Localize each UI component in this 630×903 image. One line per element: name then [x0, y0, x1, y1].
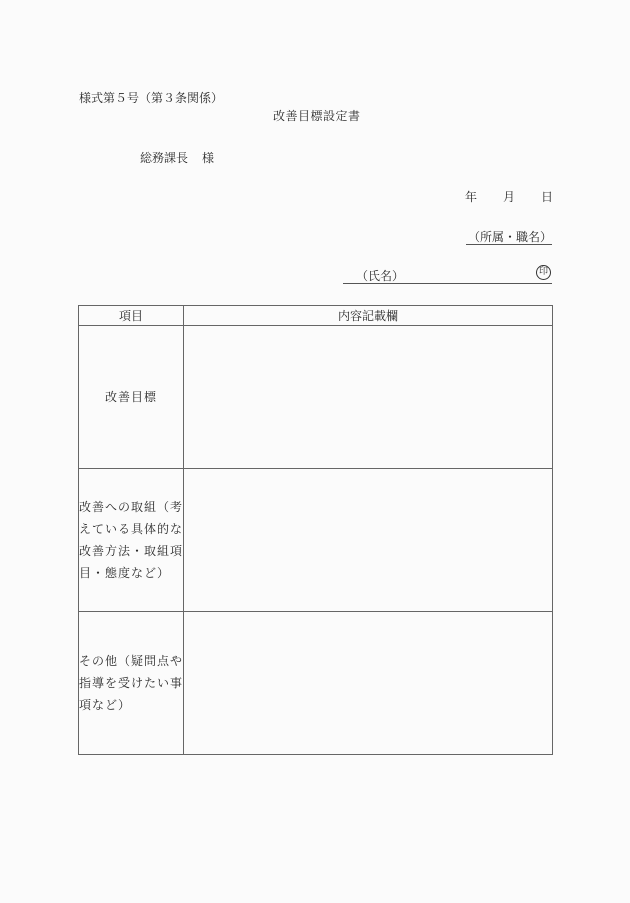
seal-icon: 印: [536, 265, 551, 280]
table-row: [79, 612, 553, 755]
name-field[interactable]: [343, 265, 552, 284]
content-cell-other[interactable]: [184, 612, 553, 755]
form-table: [78, 305, 553, 755]
affiliation-label: （所属・職名）: [467, 230, 552, 244]
affiliation-field[interactable]: [466, 228, 552, 245]
form-number: 様式第５号（第３条関係）: [79, 91, 224, 105]
table-row: [79, 469, 553, 612]
addressee-name: 総務課長: [140, 151, 189, 165]
table-header-row: [79, 306, 553, 326]
addressee-honorific: 様: [202, 151, 215, 165]
item-label-approach: 改善への取組（考えている具体的な改善方法・取組項目・態度など）: [79, 469, 184, 612]
document-title: 改善目標設定書: [273, 109, 361, 123]
item-label-other: その他（疑問点や指導を受けたい事項など）: [79, 612, 184, 755]
content-cell-approach[interactable]: [184, 469, 553, 612]
month-label: 月: [503, 190, 516, 204]
header-content: 内容記載欄: [184, 306, 553, 326]
header-item: 項目: [79, 306, 184, 326]
date-line[interactable]: [465, 188, 553, 205]
table-row: [79, 326, 553, 469]
addressee: [140, 149, 214, 166]
content-cell-goal[interactable]: [184, 326, 553, 469]
name-label: （氏名）: [356, 269, 405, 283]
year-label: 年: [465, 190, 478, 204]
day-label: 日: [541, 190, 554, 204]
item-label-goal: 改善目標: [79, 326, 184, 469]
